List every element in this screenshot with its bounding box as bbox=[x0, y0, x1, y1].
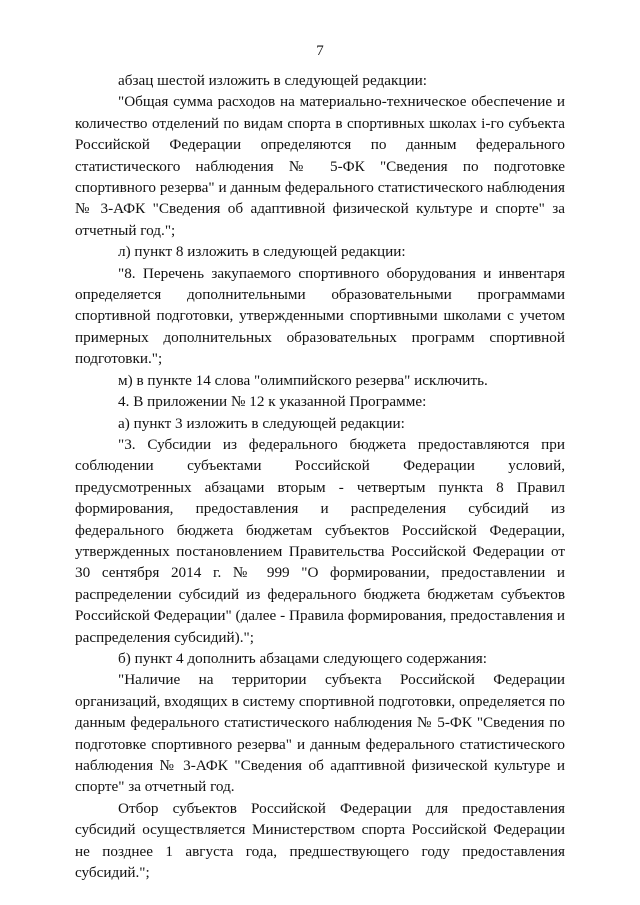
paragraph-paragraph-6-intro: абзац шестой изложить в следующей редакции: bbox=[118, 72, 427, 89]
paragraph-item-a: а) пункт 3 изложить в следующей редакции: bbox=[118, 414, 405, 432]
paragraph-expenses-quote: "Общая сумма расходов на материально-техническое обеспечение и количество отделений по видам спорта в спортивных школах i-го субъекта Российской Федерации определяются по данным федерального статистического наблюдения № 5-ФК "Сведения по подготовке спортивного резерва" и данным федерального статистического наблюдения № 3-АФК "Сведения об адаптивной физической культуре и спорте" за отчетный год."; bbox=[75, 93, 565, 239]
paragraph-selection-quote: Отбор субъектов Российской Федерации для предоставления субсидий осуществляется Министерством спорта Российской Федерации не позднее 1 августа года, предшествующего году предоставления субсидий."; bbox=[75, 799, 565, 882]
paragraph-organizations-quote: "Наличие на территории субъекта Российской Федерации организаций, входящих в систему спортивной подготовки, определяется по данным федерального статистического наблюдения № 5-ФК "Сведения по подготовке спортивного резерва" и данным федерального статистического наблюдения № 3-АФК "Сведения об адаптивной физической культуре и спорте" за отчетный год. bbox=[75, 671, 565, 796]
paragraph-section-4: 4. В приложении № 12 к указанной Программе: bbox=[118, 393, 427, 411]
page-number: 7 bbox=[316, 43, 324, 59]
paragraph-subsidies-quote: "3. Субсидии из федерального бюджета предоставляются при соблюдении субъектами Российской Федерации условий, предусмотренных абзацами вторым - четвертым пункта 8 Правил формирования, предоставления и распределения субсидий из федерального бюджета бюджетам субъектов Российской Федерации, утвержденных постановлением Правительства Российской Федерации от 30 сентября 2014 г. № 999 "О формировании, предоставлении и распределении субсидий из федерального бюджета бюджетам субъектов Российской Федерации" (далее - Правила формирования, предоставления и распределения субсидий)."; bbox=[75, 435, 565, 646]
paragraph-equipment-quote: "8. Перечень закупаемого спортивного оборудования и инвентаря определяется дополнительными образовательными программами спортивной подготовки, утвержденными спортивными школами с учетом примерных дополнительных образовательных программ спортивной подготовки."; bbox=[75, 264, 565, 368]
paragraph-item-m: м) в пункте 14 слова "олимпийского резерва" исключить. bbox=[118, 371, 488, 389]
document-body bbox=[75, 70, 565, 883]
paragraph-item-b: б) пункт 4 дополнить абзацами следующего содержания: bbox=[118, 649, 487, 667]
paragraph-item-l: л) пункт 8 изложить в следующей редакции: bbox=[118, 243, 406, 261]
